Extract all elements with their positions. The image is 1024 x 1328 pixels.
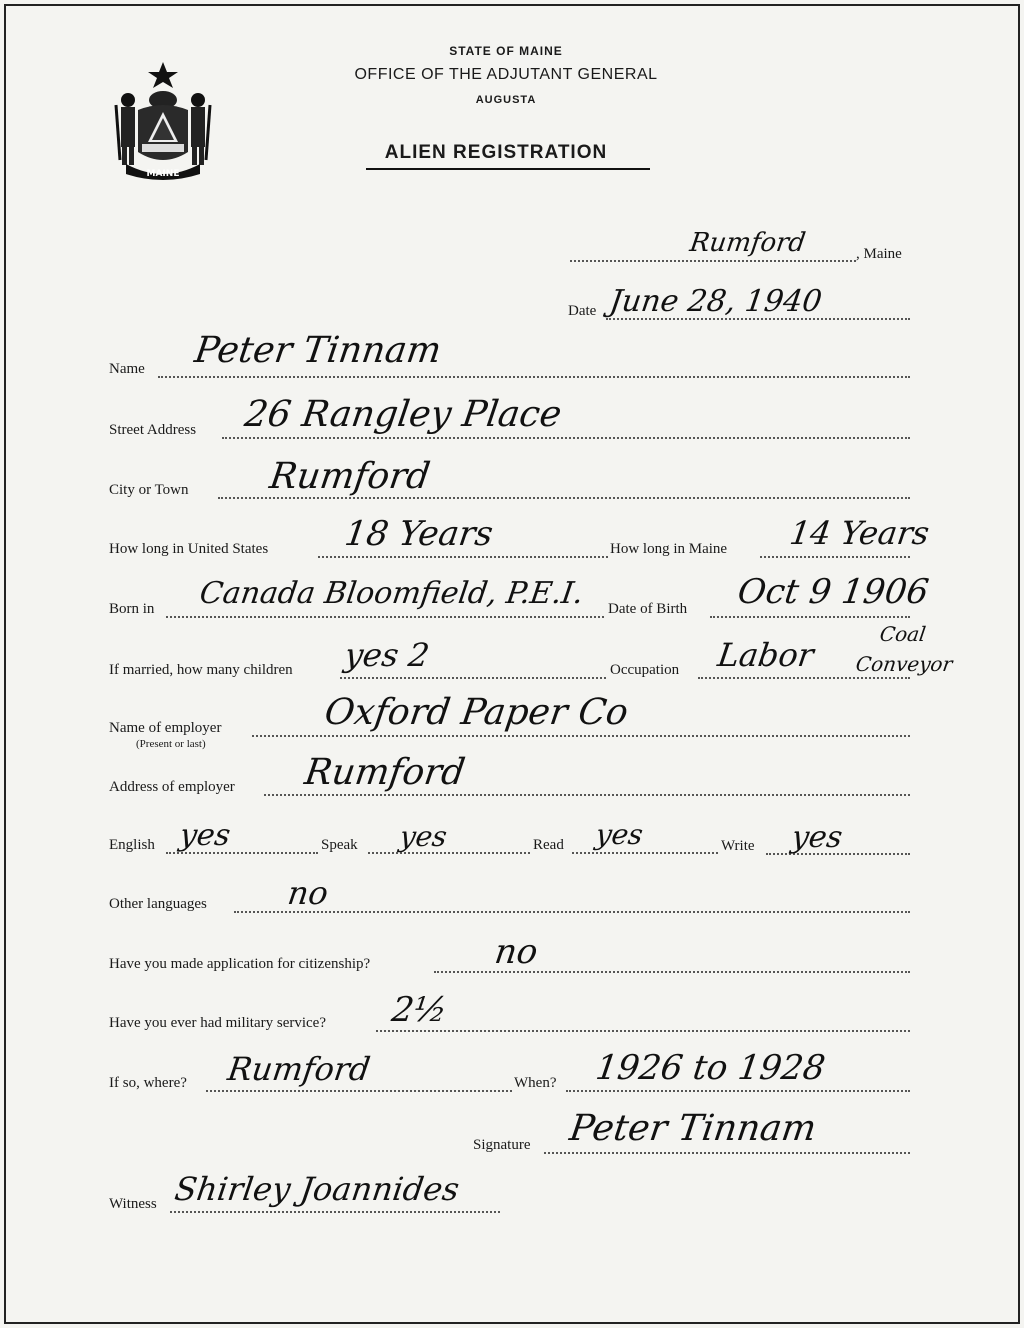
occupation-line (698, 677, 910, 679)
svg-text:MAINE: MAINE (146, 169, 180, 179)
when-label: When? (514, 1075, 557, 1091)
born-in-label: Born in (109, 601, 155, 617)
occupation-value: Labor (715, 636, 817, 674)
where-value: Rumford (225, 1050, 373, 1088)
read-value: yes (593, 818, 646, 851)
header-city: AUGUSTA (475, 94, 537, 106)
name-label: Name (109, 361, 145, 377)
other-languages-label: Other languages (109, 896, 207, 912)
signature-line (544, 1152, 910, 1154)
name-value: Peter Tinnam (192, 330, 444, 371)
title-underline (366, 168, 650, 170)
english-label: English (109, 837, 155, 853)
street-value: 26 Rangley Place (242, 394, 565, 435)
witness-value: Shirley Joannides (172, 1170, 462, 1208)
speak-line (368, 852, 530, 854)
signature-label: Signature (473, 1137, 531, 1153)
other-languages-line (234, 911, 910, 913)
dob-label: Date of Birth (608, 601, 688, 617)
children-line (340, 677, 606, 679)
occupation-note-top: Coal (878, 622, 928, 646)
other-languages-value: no (285, 874, 331, 912)
employer-label: Name of employer (109, 720, 222, 736)
city-label: City or Town (109, 482, 189, 498)
header-state: STATE OF MAINE (449, 44, 563, 58)
employer-address-label: Address of employer (109, 779, 235, 795)
years-us-line (318, 556, 608, 558)
years-maine-label: How long in Maine (610, 541, 728, 557)
name-line (158, 376, 910, 378)
when-value: 1926 to 1928 (593, 1048, 828, 1088)
place-value: Rumford (687, 228, 808, 258)
date-label: Date (568, 303, 597, 319)
speak-value: yes (397, 820, 450, 853)
dob-line (710, 616, 910, 618)
children-label: If married, how many children (109, 662, 293, 678)
where-label: If so, where? (109, 1075, 187, 1091)
header-office: OFFICE OF THE ADJUTANT GENERAL (354, 66, 658, 83)
street-label: Street Address (109, 422, 197, 438)
street-line (222, 437, 910, 439)
born-in-line (166, 616, 604, 618)
employer-line (252, 735, 910, 737)
military-line (376, 1030, 910, 1032)
citizenship-label: Have you made application for citizenship? (109, 956, 371, 972)
years-us-value: 18 Years (342, 514, 496, 554)
signature-value: Peter Tinnam (567, 1108, 819, 1149)
born-in-value: Canada Bloomfield, P.E.I. (197, 576, 586, 611)
occupation-note-bottom: Conveyor (854, 652, 954, 676)
years-us-label: How long in United States (109, 541, 269, 557)
years-maine-value: 14 Years (787, 514, 932, 552)
when-line (566, 1090, 910, 1092)
place-suffix: , Maine (856, 246, 902, 262)
witness-line (170, 1211, 500, 1213)
witness-label: Witness (109, 1196, 157, 1212)
employer-address-value: Rumford (302, 752, 468, 793)
dob-value: Oct 9 1906 (735, 572, 932, 612)
write-label: Write (721, 838, 755, 854)
english-value: yes (177, 818, 233, 853)
children-value: yes 2 (342, 636, 432, 674)
years-maine-line (760, 556, 910, 558)
speak-label: Speak (321, 837, 358, 853)
occupation-label: Occupation (610, 662, 680, 678)
city-line (218, 497, 910, 499)
where-line (206, 1090, 512, 1092)
city-value: Rumford (267, 456, 433, 497)
employer-value: Oxford Paper Co (322, 692, 631, 733)
write-value: yes (789, 820, 845, 855)
military-value: 2½ (389, 990, 450, 1030)
date-value: June 28, 1940 (607, 284, 825, 319)
read-label: Read (533, 837, 564, 853)
employer-address-line (264, 794, 910, 796)
form-title: ALIEN REGISTRATION (384, 142, 608, 163)
read-line (572, 852, 718, 854)
citizenship-value: no (492, 932, 541, 972)
place-line (570, 260, 856, 262)
military-label: Have you ever had military service? (109, 1015, 326, 1031)
employer-sublabel: (Present or last) (136, 738, 206, 750)
